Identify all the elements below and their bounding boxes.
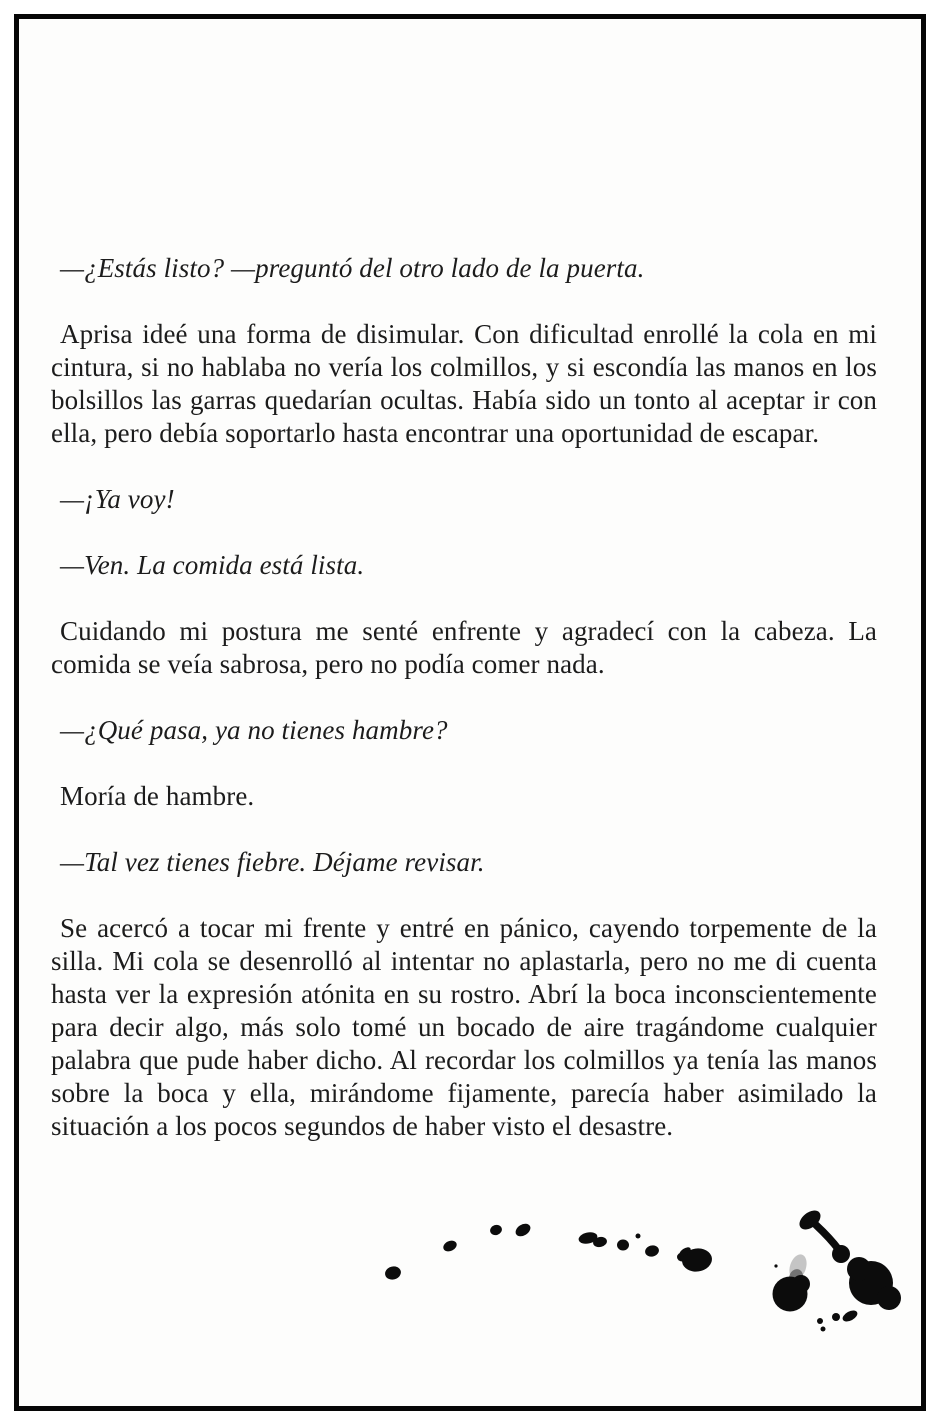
story-text	[51, 252, 877, 1143]
dialogue-paragraph: —¡Ya voy!	[60, 484, 175, 514]
ink-splatter-icon	[380, 1205, 910, 1345]
narration-paragraph: Cuidando mi postura me senté enfrente y agradecí con la cabeza. La comida se veía sabrosa, pero no podía comer nada.	[51, 616, 877, 679]
dialogue-paragraph: —¿Qué pasa, ya no tienes hambre?	[60, 715, 448, 745]
narration-paragraph: Aprisa ideé una forma de disimular. Con dificultad enrollé la cola en mi cintura, si no hablaba no vería los colmillos, y si escondía las manos en los bolsillos las garras quedarían ocultas. Había sido un tonto al aceptar ir con ella, pero debía soportarlo hasta encontrar una oportunidad de escapar.	[51, 319, 877, 448]
narration-paragraph: Moría de hambre.	[60, 781, 255, 811]
narration-paragraph: Se acercó a tocar mi frente y entré en pánico, cayendo torpemente de la silla. Mi cola se desenrolló al intentar no aplastarla, pero no me di cuenta hasta ver la expresión atónita en su rostro. Abrí la boca inconscientemente para decir algo, más solo tomé un bocado de aire tragándome cualquier palabra que pude haber dicho. Al recordar los colmillos ya tenía las manos sobre la boca y ella, mirándome fijamente, parecía haber asimilado la situación a los pocos segundos de haber visto el desastre.	[51, 913, 877, 1141]
page-border-frame	[14, 14, 926, 1411]
dialogue-paragraph: —Ven. La comida está lista.	[60, 550, 365, 580]
dialogue-paragraph: —Tal vez tienes fiebre. Déjame revisar.	[60, 847, 485, 877]
dialogue-paragraph: —¿Estás listo? —preguntó del otro lado de la puerta.	[60, 253, 645, 283]
